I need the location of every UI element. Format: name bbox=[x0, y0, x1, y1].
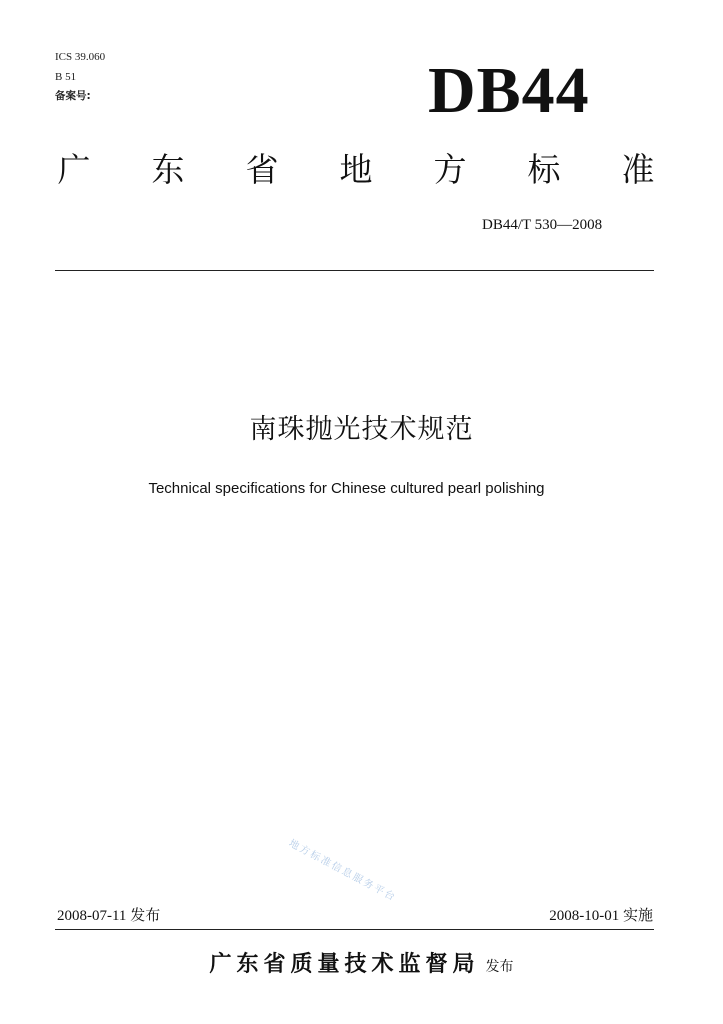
standard-type-char: 东 bbox=[151, 150, 185, 189]
standard-type-char: 广 bbox=[57, 150, 91, 189]
issuer bbox=[0, 951, 723, 981]
ics-code: ICS 39.060 bbox=[55, 51, 106, 63]
standard-type-char: 标 bbox=[527, 150, 561, 189]
watermark: 地方标准信息服务平台 bbox=[286, 838, 398, 905]
filing-number-label: 备案号: bbox=[55, 90, 91, 102]
release-date-value: 2008-07-11 bbox=[57, 908, 127, 924]
implement-date-value: 2008-10-01 bbox=[549, 908, 620, 924]
document-title-chinese: 南珠抛光技术规范 bbox=[249, 414, 474, 445]
standard-type-char: 方 bbox=[433, 150, 467, 189]
standard-logo: DB44 bbox=[428, 54, 590, 127]
bottom-divider bbox=[55, 929, 654, 930]
implement-date bbox=[549, 905, 653, 926]
implement-label: 实施 bbox=[622, 906, 653, 924]
release-date bbox=[57, 905, 160, 926]
document-title-english: Technical specifications for Chinese cultured pearl polishing bbox=[148, 480, 545, 497]
top-divider bbox=[55, 270, 654, 271]
issuer-suffix: 发布 bbox=[485, 959, 514, 975]
standard-type-heading bbox=[56, 150, 656, 190]
ccs-code: B 51 bbox=[55, 71, 77, 83]
standard-type-char: 地 bbox=[339, 150, 373, 189]
issuer-name: 广东省质量技术监督局 bbox=[209, 952, 480, 977]
release-label: 发布 bbox=[130, 906, 161, 924]
standard-type-char: 省 bbox=[245, 150, 279, 189]
standard-type-char: 准 bbox=[621, 150, 655, 189]
standard-number: DB44/T 530—2008 bbox=[482, 217, 603, 233]
